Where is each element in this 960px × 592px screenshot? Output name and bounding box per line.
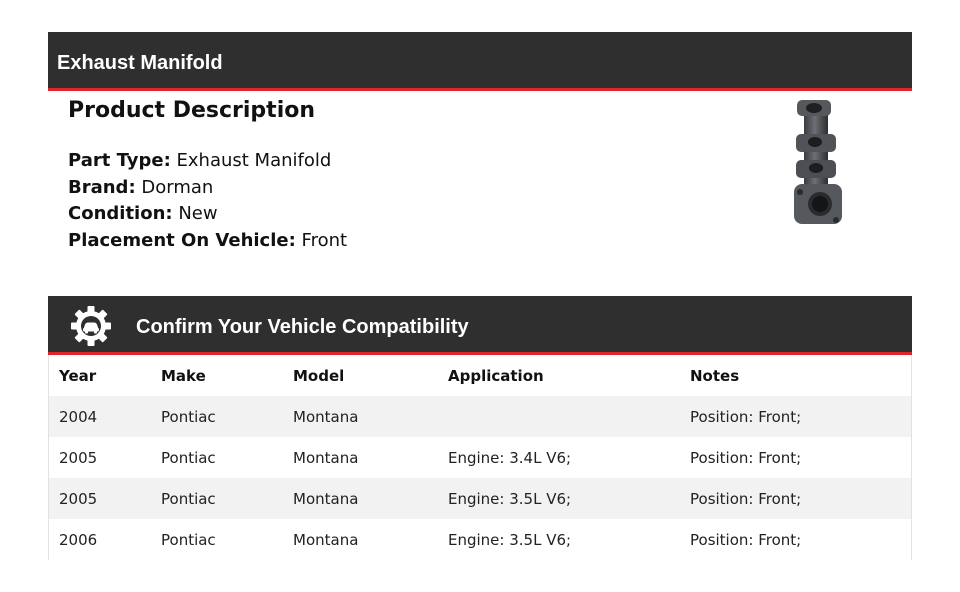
spec-label: Brand: <box>68 176 136 198</box>
gear-car-icon <box>70 305 112 347</box>
cell-year: 2006 <box>49 519 151 560</box>
table-row <box>49 396 911 437</box>
cell-notes: Position: Front; <box>680 396 911 437</box>
cell-make: Pontiac <box>151 478 283 519</box>
cell-model: Montana <box>283 396 438 437</box>
cell-model: Montana <box>283 437 438 478</box>
cell-make: Pontiac <box>151 437 283 478</box>
cell-year: 2005 <box>49 437 151 478</box>
column-header-model: Model <box>293 366 345 385</box>
column-header-application: Application <box>448 366 544 385</box>
compatibility-table-container <box>48 355 912 560</box>
spec-value: Exhaust Manifold <box>176 150 332 171</box>
spec-placement <box>68 228 628 255</box>
column-header-notes: Notes <box>690 366 740 385</box>
spec-label: Condition: <box>68 203 173 224</box>
spec-brand <box>68 175 628 202</box>
table-row <box>49 519 911 560</box>
cell-application: Engine: 3.5L V6; <box>438 519 680 560</box>
cell-year: 2005 <box>49 478 151 519</box>
product-title: Exhaust Manifold <box>57 52 223 74</box>
cell-notes: Position: Front; <box>680 437 911 478</box>
spec-value: Dorman <box>141 176 214 198</box>
cell-application <box>438 396 680 437</box>
description-heading: Product Description <box>68 98 316 123</box>
table-header-row <box>49 355 911 396</box>
cell-application: Engine: 3.4L V6; <box>438 437 680 478</box>
column-header-year: Year <box>59 366 97 385</box>
compatibility-banner <box>48 296 912 355</box>
cell-make: Pontiac <box>151 519 283 560</box>
compatibility-title: Confirm Your Vehicle Compatibility <box>136 316 469 338</box>
spec-list <box>68 148 628 254</box>
cell-make: Pontiac <box>151 396 283 437</box>
product-description-section <box>68 96 628 254</box>
table-row <box>49 437 911 478</box>
cell-model: Montana <box>283 519 438 560</box>
spec-value: New <box>178 203 218 224</box>
cell-model: Montana <box>283 478 438 519</box>
spec-condition <box>68 201 628 228</box>
spec-part-type <box>68 148 628 175</box>
cell-year: 2004 <box>49 396 151 437</box>
compatibility-table <box>49 355 911 560</box>
spec-label: Part Type: <box>68 150 171 171</box>
exhaust-manifold-part-image <box>788 96 848 230</box>
product-title-banner <box>48 32 912 91</box>
cell-application: Engine: 3.5L V6; <box>438 478 680 519</box>
cell-notes: Position: Front; <box>680 519 911 560</box>
table-row <box>49 478 911 519</box>
spec-label: Placement On Vehicle: <box>68 229 296 251</box>
cell-notes: Position: Front; <box>680 478 911 519</box>
column-header-make: Make <box>161 366 206 385</box>
spec-value: Front <box>301 229 348 251</box>
